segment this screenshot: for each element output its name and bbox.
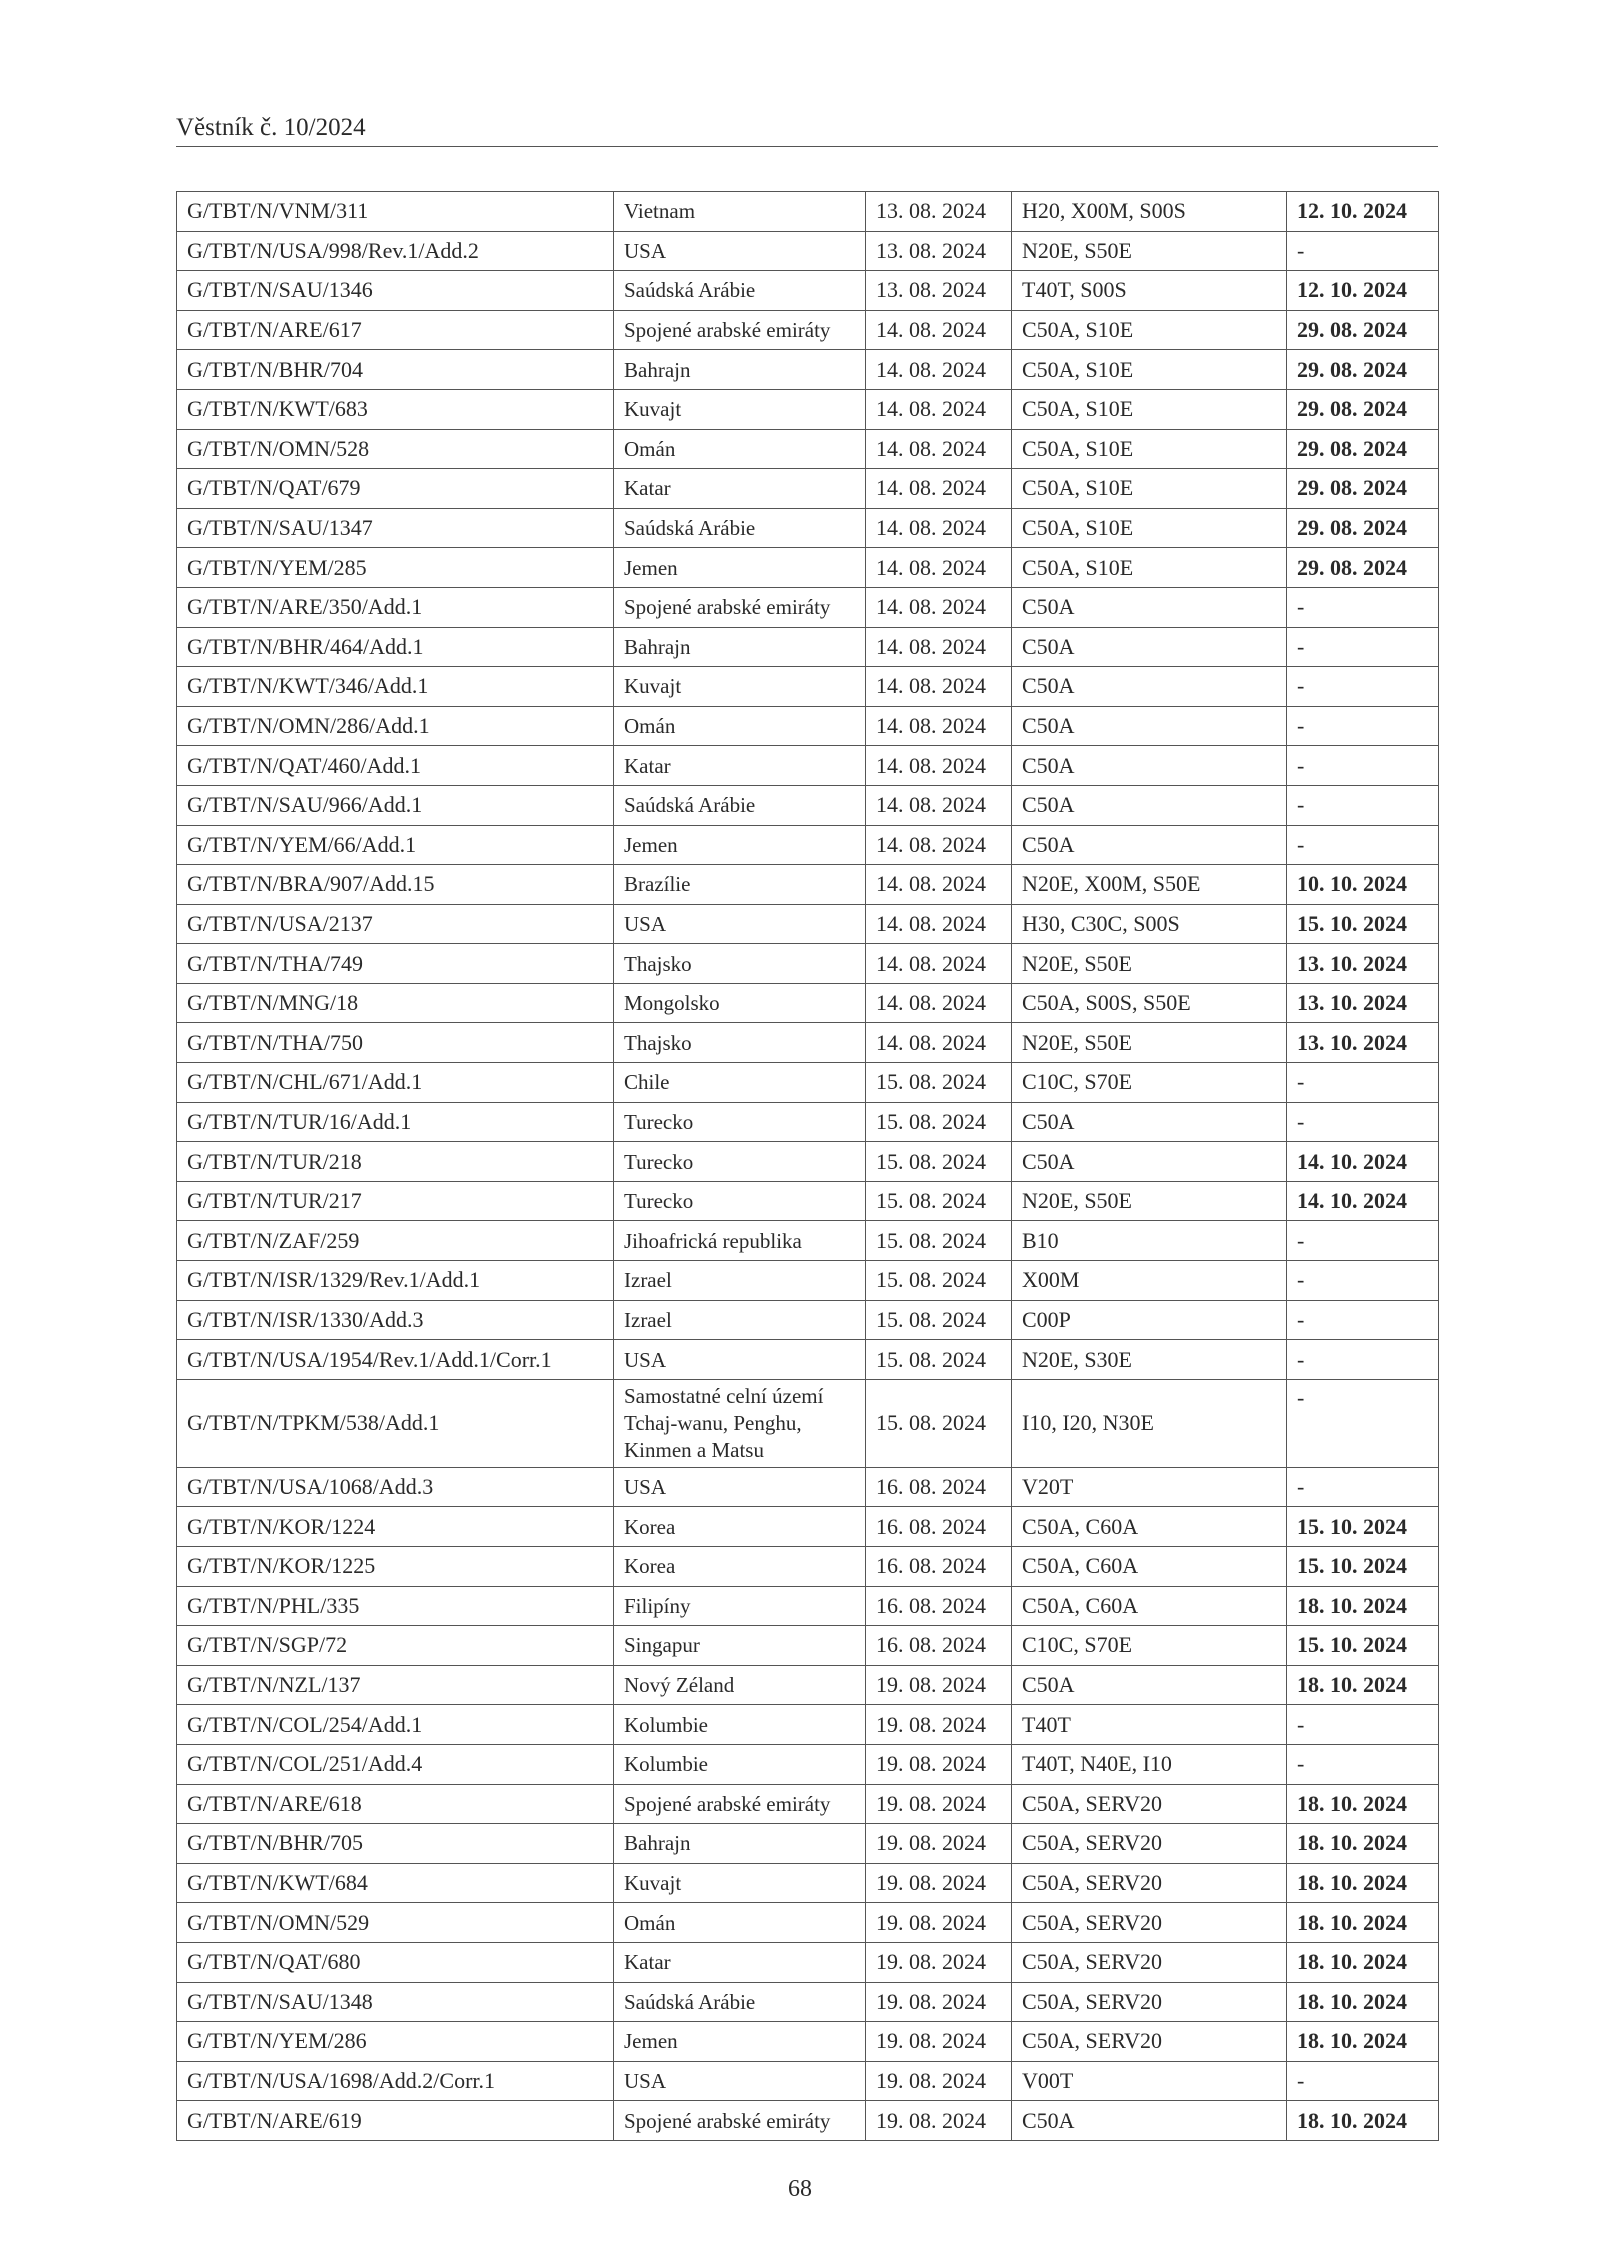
deadline-cell: - <box>1287 1221 1439 1261</box>
date-cell: 14. 08. 2024 <box>866 389 1012 429</box>
notification-symbol-cell: G/TBT/N/USA/1068/Add.3 <box>177 1467 614 1507</box>
date-cell: 14. 08. 2024 <box>866 310 1012 350</box>
deadline-cell: - <box>1287 1340 1439 1380</box>
ics-code-cell: N20E, S50E <box>1012 944 1287 984</box>
notification-symbol-cell: G/TBT/N/ISR/1329/Rev.1/Add.1 <box>177 1261 614 1301</box>
table-row <box>177 271 1439 311</box>
country-cell: Spojené arabské emiráty <box>614 310 866 350</box>
deadline-cell: 13. 10. 2024 <box>1287 983 1439 1023</box>
deadline-cell: - <box>1287 825 1439 865</box>
notification-symbol-cell: G/TBT/N/SGP/72 <box>177 1626 614 1666</box>
date-cell: 15. 08. 2024 <box>866 1063 1012 1103</box>
country-cell: Spojené arabské emiráty <box>614 1784 866 1824</box>
deadline-cell: - <box>1287 1379 1439 1467</box>
deadline-cell: - <box>1287 785 1439 825</box>
country-cell: Saúdská Arábie <box>614 271 866 311</box>
country-cell: USA <box>614 904 866 944</box>
date-cell: 19. 08. 2024 <box>866 2022 1012 2062</box>
notification-symbol-cell: G/TBT/N/OMN/286/Add.1 <box>177 706 614 746</box>
table-row <box>177 587 1439 627</box>
ics-code-cell: N20E, S50E <box>1012 231 1287 271</box>
notification-symbol-cell: G/TBT/N/USA/1698/Add.2/Corr.1 <box>177 2061 614 2101</box>
table-row <box>177 1221 1439 1261</box>
ics-code-cell: C50A <box>1012 706 1287 746</box>
deadline-cell: 18. 10. 2024 <box>1287 1665 1439 1705</box>
table-row <box>177 785 1439 825</box>
deadline-cell: 15. 10. 2024 <box>1287 1507 1439 1547</box>
table-row <box>177 706 1439 746</box>
deadline-cell: 18. 10. 2024 <box>1287 1784 1439 1824</box>
country-cell: Kuvajt <box>614 389 866 429</box>
date-cell: 19. 08. 2024 <box>866 1982 1012 2022</box>
table-row <box>177 192 1439 232</box>
table-row <box>177 983 1439 1023</box>
notification-symbol-cell: G/TBT/N/YEM/66/Add.1 <box>177 825 614 865</box>
date-cell: 16. 08. 2024 <box>866 1586 1012 1626</box>
table-row <box>177 548 1439 588</box>
table-row <box>177 231 1439 271</box>
date-cell: 16. 08. 2024 <box>866 1467 1012 1507</box>
notification-symbol-cell: G/TBT/N/USA/1954/Rev.1/Add.1/Corr.1 <box>177 1340 614 1380</box>
notification-symbol-cell: G/TBT/N/BRA/907/Add.15 <box>177 865 614 905</box>
country-cell: Kolumbie <box>614 1744 866 1784</box>
date-cell: 14. 08. 2024 <box>866 1023 1012 1063</box>
country-cell: Bahrajn <box>614 627 866 667</box>
notification-symbol-cell: G/TBT/N/QAT/680 <box>177 1942 614 1982</box>
deadline-cell: - <box>1287 1705 1439 1745</box>
table-row <box>177 1507 1439 1547</box>
date-cell: 15. 08. 2024 <box>866 1142 1012 1182</box>
table-row <box>177 1665 1439 1705</box>
notification-symbol-cell: G/TBT/N/CHL/671/Add.1 <box>177 1063 614 1103</box>
deadline-cell: 18. 10. 2024 <box>1287 2101 1439 2141</box>
country-cell: Jemen <box>614 2022 866 2062</box>
ics-code-cell: C50A, C60A <box>1012 1586 1287 1626</box>
deadline-cell: 29. 08. 2024 <box>1287 548 1439 588</box>
notification-symbol-cell: G/TBT/N/THA/750 <box>177 1023 614 1063</box>
country-cell: Filipíny <box>614 1586 866 1626</box>
deadline-cell: 29. 08. 2024 <box>1287 508 1439 548</box>
notification-symbol-cell: G/TBT/N/KWT/683 <box>177 389 614 429</box>
table-row <box>177 1142 1439 1182</box>
ics-code-cell: C50A <box>1012 667 1287 707</box>
country-cell: Spojené arabské emiráty <box>614 2101 866 2141</box>
ics-code-cell: C50A <box>1012 1102 1287 1142</box>
country-cell: Omán <box>614 1903 866 1943</box>
journal-title: Věstník č. 10/2024 <box>176 114 366 141</box>
notification-symbol-cell: G/TBT/N/ARE/619 <box>177 2101 614 2141</box>
date-cell: 19. 08. 2024 <box>866 2061 1012 2101</box>
deadline-cell: - <box>1287 1467 1439 1507</box>
notification-symbol-cell: G/TBT/N/ARE/618 <box>177 1784 614 1824</box>
ics-code-cell: X00M <box>1012 1261 1287 1301</box>
table-row <box>177 310 1439 350</box>
table-row <box>177 389 1439 429</box>
country-cell: USA <box>614 231 866 271</box>
ics-code-cell: C50A, SERV20 <box>1012 2022 1287 2062</box>
date-cell: 13. 08. 2024 <box>866 271 1012 311</box>
ics-code-cell: T40T, N40E, I10 <box>1012 1744 1287 1784</box>
notification-symbol-cell: G/TBT/N/ISR/1330/Add.3 <box>177 1300 614 1340</box>
notification-symbol-cell: G/TBT/N/BHR/704 <box>177 350 614 390</box>
country-cell: Kuvajt <box>614 1863 866 1903</box>
ics-code-cell: C50A, S10E <box>1012 429 1287 469</box>
table-row <box>177 904 1439 944</box>
date-cell: 15. 08. 2024 <box>866 1102 1012 1142</box>
notification-symbol-cell: G/TBT/N/COL/254/Add.1 <box>177 1705 614 1745</box>
country-cell: Nový Zéland <box>614 1665 866 1705</box>
table-row <box>177 1467 1439 1507</box>
country-cell: Saúdská Arábie <box>614 1982 866 2022</box>
table-row <box>177 1982 1439 2022</box>
deadline-cell: 29. 08. 2024 <box>1287 350 1439 390</box>
date-cell: 19. 08. 2024 <box>866 1665 1012 1705</box>
deadline-cell: 18. 10. 2024 <box>1287 1824 1439 1864</box>
country-cell: Korea <box>614 1547 866 1587</box>
ics-code-cell: C00P <box>1012 1300 1287 1340</box>
ics-code-cell: C50A, SERV20 <box>1012 1863 1287 1903</box>
notification-symbol-cell: G/TBT/N/THA/749 <box>177 944 614 984</box>
date-cell: 19. 08. 2024 <box>866 1942 1012 1982</box>
table-row <box>177 1586 1439 1626</box>
country-cell: Turecko <box>614 1181 866 1221</box>
date-cell: 14. 08. 2024 <box>866 667 1012 707</box>
notification-symbol-cell: G/TBT/N/KWT/346/Add.1 <box>177 667 614 707</box>
deadline-cell: 13. 10. 2024 <box>1287 1023 1439 1063</box>
date-cell: 13. 08. 2024 <box>866 192 1012 232</box>
deadline-cell: - <box>1287 746 1439 786</box>
deadline-cell: - <box>1287 1102 1439 1142</box>
table-row <box>177 2061 1439 2101</box>
country-cell: Izrael <box>614 1300 866 1340</box>
notification-symbol-cell: G/TBT/N/ZAF/259 <box>177 1221 614 1261</box>
date-cell: 15. 08. 2024 <box>866 1221 1012 1261</box>
date-cell: 13. 08. 2024 <box>866 231 1012 271</box>
deadline-cell: - <box>1287 1744 1439 1784</box>
date-cell: 14. 08. 2024 <box>866 983 1012 1023</box>
table-row <box>177 1340 1439 1380</box>
country-cell: USA <box>614 1467 866 1507</box>
date-cell: 14. 08. 2024 <box>866 904 1012 944</box>
table-row <box>177 1903 1439 1943</box>
country-cell: Bahrajn <box>614 350 866 390</box>
table-row <box>177 1784 1439 1824</box>
country-cell: Jihoafrická republika <box>614 1221 866 1261</box>
date-cell: 14. 08. 2024 <box>866 429 1012 469</box>
ics-code-cell: N20E, X00M, S50E <box>1012 865 1287 905</box>
ics-code-cell: C50A <box>1012 785 1287 825</box>
notification-symbol-cell: G/TBT/N/PHL/335 <box>177 1586 614 1626</box>
notification-symbol-cell: G/TBT/N/VNM/311 <box>177 192 614 232</box>
notification-symbol-cell: G/TBT/N/YEM/285 <box>177 548 614 588</box>
table-row <box>177 1102 1439 1142</box>
table-row <box>177 1063 1439 1103</box>
country-cell: Jemen <box>614 825 866 865</box>
table-row <box>177 1261 1439 1301</box>
date-cell: 19. 08. 2024 <box>866 1744 1012 1784</box>
ics-code-cell: C50A, SERV20 <box>1012 1824 1287 1864</box>
table-row <box>177 1181 1439 1221</box>
country-cell: Turecko <box>614 1142 866 1182</box>
table-row <box>177 746 1439 786</box>
date-cell: 19. 08. 2024 <box>866 1903 1012 1943</box>
deadline-cell: - <box>1287 1300 1439 1340</box>
date-cell: 14. 08. 2024 <box>866 706 1012 746</box>
country-cell: Omán <box>614 429 866 469</box>
table-row <box>177 667 1439 707</box>
ics-code-cell: T40T, S00S <box>1012 271 1287 311</box>
country-cell: Thajsko <box>614 944 866 984</box>
country-cell: Saúdská Arábie <box>614 508 866 548</box>
table-row <box>177 1300 1439 1340</box>
ics-code-cell: C50A <box>1012 746 1287 786</box>
date-cell: 16. 08. 2024 <box>866 1626 1012 1666</box>
country-cell: Samostatné celní území Tchaj-wanu, Penghu, Kinmen a Matsu <box>614 1379 866 1467</box>
page-header <box>176 112 1438 147</box>
deadline-cell: - <box>1287 1063 1439 1103</box>
notification-symbol-cell: G/TBT/N/KWT/684 <box>177 1863 614 1903</box>
deadline-cell: 18. 10. 2024 <box>1287 1586 1439 1626</box>
notification-symbol-cell: G/TBT/N/SAU/1346 <box>177 271 614 311</box>
notification-symbol-cell: G/TBT/N/SAU/1347 <box>177 508 614 548</box>
date-cell: 19. 08. 2024 <box>866 1705 1012 1745</box>
notifications-table-body <box>177 192 1439 2141</box>
table-row <box>177 944 1439 984</box>
deadline-cell: - <box>1287 2061 1439 2101</box>
deadline-cell: 13. 10. 2024 <box>1287 944 1439 984</box>
ics-code-cell: C50A <box>1012 1142 1287 1182</box>
deadline-cell: - <box>1287 627 1439 667</box>
country-cell: Korea <box>614 1507 866 1547</box>
deadline-cell: - <box>1287 667 1439 707</box>
country-cell: Izrael <box>614 1261 866 1301</box>
deadline-cell: 12. 10. 2024 <box>1287 192 1439 232</box>
date-cell: 14. 08. 2024 <box>866 508 1012 548</box>
table-row <box>177 350 1439 390</box>
date-cell: 16. 08. 2024 <box>866 1507 1012 1547</box>
deadline-cell: 18. 10. 2024 <box>1287 1942 1439 1982</box>
date-cell: 16. 08. 2024 <box>866 1547 1012 1587</box>
notifications-table <box>176 191 1439 2141</box>
deadline-cell: 10. 10. 2024 <box>1287 865 1439 905</box>
ics-code-cell: C50A <box>1012 825 1287 865</box>
date-cell: 14. 08. 2024 <box>866 587 1012 627</box>
ics-code-cell: C50A <box>1012 587 1287 627</box>
notification-symbol-cell: G/TBT/N/TUR/16/Add.1 <box>177 1102 614 1142</box>
notification-symbol-cell: G/TBT/N/QAT/679 <box>177 469 614 509</box>
ics-code-cell: C50A, S10E <box>1012 548 1287 588</box>
notification-symbol-cell: G/TBT/N/KOR/1224 <box>177 1507 614 1547</box>
deadline-cell: 14. 10. 2024 <box>1287 1142 1439 1182</box>
notification-symbol-cell: G/TBT/N/SAU/1348 <box>177 1982 614 2022</box>
table-row <box>177 1023 1439 1063</box>
date-cell: 15. 08. 2024 <box>866 1261 1012 1301</box>
date-cell: 14. 08. 2024 <box>866 865 1012 905</box>
deadline-cell: 29. 08. 2024 <box>1287 389 1439 429</box>
page-number: 68 <box>788 2176 812 2202</box>
ics-code-cell: V00T <box>1012 2061 1287 2101</box>
notification-symbol-cell: G/TBT/N/USA/998/Rev.1/Add.2 <box>177 231 614 271</box>
country-cell: Kolumbie <box>614 1705 866 1745</box>
table-row <box>177 825 1439 865</box>
ics-code-cell: C50A, SERV20 <box>1012 1942 1287 1982</box>
date-cell: 19. 08. 2024 <box>866 1784 1012 1824</box>
ics-code-cell: T40T <box>1012 1705 1287 1745</box>
deadline-cell: - <box>1287 587 1439 627</box>
country-cell: Katar <box>614 1942 866 1982</box>
date-cell: 15. 08. 2024 <box>866 1300 1012 1340</box>
ics-code-cell: C50A, S10E <box>1012 469 1287 509</box>
ics-code-cell: C50A, S00S, S50E <box>1012 983 1287 1023</box>
country-cell: Katar <box>614 746 866 786</box>
notification-symbol-cell: G/TBT/N/BHR/464/Add.1 <box>177 627 614 667</box>
ics-code-cell: C10C, S70E <box>1012 1063 1287 1103</box>
country-cell: Brazílie <box>614 865 866 905</box>
country-cell: Jemen <box>614 548 866 588</box>
country-cell: Mongolsko <box>614 983 866 1023</box>
date-cell: 15. 08. 2024 <box>866 1340 1012 1380</box>
country-cell: USA <box>614 2061 866 2101</box>
table-row <box>177 429 1439 469</box>
notification-symbol-cell: G/TBT/N/BHR/705 <box>177 1824 614 1864</box>
ics-code-cell: C50A, C60A <box>1012 1507 1287 1547</box>
date-cell: 14. 08. 2024 <box>866 746 1012 786</box>
country-cell: Spojené arabské emiráty <box>614 587 866 627</box>
table-row <box>177 508 1439 548</box>
country-cell: Turecko <box>614 1102 866 1142</box>
table-row <box>177 1863 1439 1903</box>
deadline-cell: 18. 10. 2024 <box>1287 1903 1439 1943</box>
deadline-cell: 14. 10. 2024 <box>1287 1181 1439 1221</box>
ics-code-cell: N20E, S50E <box>1012 1023 1287 1063</box>
date-cell: 19. 08. 2024 <box>866 1824 1012 1864</box>
table-row <box>177 865 1439 905</box>
ics-code-cell: C50A <box>1012 627 1287 667</box>
ics-code-cell: I10, I20, N30E <box>1012 1379 1287 1467</box>
date-cell: 19. 08. 2024 <box>866 2101 1012 2141</box>
table-row <box>177 1942 1439 1982</box>
notification-symbol-cell: G/TBT/N/KOR/1225 <box>177 1547 614 1587</box>
date-cell: 14. 08. 2024 <box>866 944 1012 984</box>
notification-symbol-cell: G/TBT/N/OMN/528 <box>177 429 614 469</box>
deadline-cell: 15. 10. 2024 <box>1287 1547 1439 1587</box>
table-row <box>177 2101 1439 2141</box>
date-cell: 14. 08. 2024 <box>866 350 1012 390</box>
country-cell: Singapur <box>614 1626 866 1666</box>
table-row <box>177 1744 1439 1784</box>
ics-code-cell: C50A, SERV20 <box>1012 1903 1287 1943</box>
deadline-cell: 12. 10. 2024 <box>1287 271 1439 311</box>
table-row <box>177 1547 1439 1587</box>
notification-symbol-cell: G/TBT/N/QAT/460/Add.1 <box>177 746 614 786</box>
date-cell: 14. 08. 2024 <box>866 469 1012 509</box>
ics-code-cell: N20E, S30E <box>1012 1340 1287 1380</box>
notification-symbol-cell: G/TBT/N/TPKM/538/Add.1 <box>177 1379 614 1467</box>
date-cell: 15. 08. 2024 <box>866 1379 1012 1467</box>
date-cell: 14. 08. 2024 <box>866 548 1012 588</box>
table-row <box>177 627 1439 667</box>
country-cell: USA <box>614 1340 866 1380</box>
deadline-cell: - <box>1287 706 1439 746</box>
country-cell: Saúdská Arábie <box>614 785 866 825</box>
ics-code-cell: C50A <box>1012 2101 1287 2141</box>
country-cell: Katar <box>614 469 866 509</box>
date-cell: 14. 08. 2024 <box>866 785 1012 825</box>
notification-symbol-cell: G/TBT/N/MNG/18 <box>177 983 614 1023</box>
country-cell: Kuvajt <box>614 667 866 707</box>
deadline-cell: 18. 10. 2024 <box>1287 2022 1439 2062</box>
date-cell: 19. 08. 2024 <box>866 1863 1012 1903</box>
deadline-cell: 18. 10. 2024 <box>1287 1982 1439 2022</box>
date-cell: 14. 08. 2024 <box>866 627 1012 667</box>
ics-code-cell: V20T <box>1012 1467 1287 1507</box>
country-cell: Vietnam <box>614 192 866 232</box>
deadline-cell: 18. 10. 2024 <box>1287 1863 1439 1903</box>
date-cell: 14. 08. 2024 <box>866 825 1012 865</box>
notification-symbol-cell: G/TBT/N/OMN/529 <box>177 1903 614 1943</box>
ics-code-cell: C10C, S70E <box>1012 1626 1287 1666</box>
table-row <box>177 1705 1439 1745</box>
ics-code-cell: C50A, SERV20 <box>1012 1784 1287 1824</box>
ics-code-cell: C50A, S10E <box>1012 350 1287 390</box>
ics-code-cell: C50A <box>1012 1665 1287 1705</box>
ics-code-cell: C50A, S10E <box>1012 310 1287 350</box>
deadline-cell: 29. 08. 2024 <box>1287 429 1439 469</box>
notification-symbol-cell: G/TBT/N/TUR/218 <box>177 1142 614 1182</box>
country-cell: Chile <box>614 1063 866 1103</box>
ics-code-cell: C50A, SERV20 <box>1012 1982 1287 2022</box>
ics-code-cell: N20E, S50E <box>1012 1181 1287 1221</box>
deadline-cell: 29. 08. 2024 <box>1287 469 1439 509</box>
notification-symbol-cell: G/TBT/N/NZL/137 <box>177 1665 614 1705</box>
deadline-cell: - <box>1287 1261 1439 1301</box>
table-row <box>177 1824 1439 1864</box>
notification-symbol-cell: G/TBT/N/COL/251/Add.4 <box>177 1744 614 1784</box>
date-cell: 15. 08. 2024 <box>866 1181 1012 1221</box>
table-row <box>177 1626 1439 1666</box>
notification-symbol-cell: G/TBT/N/USA/2137 <box>177 904 614 944</box>
notification-symbol-cell: G/TBT/N/ARE/350/Add.1 <box>177 587 614 627</box>
notification-symbol-cell: G/TBT/N/YEM/286 <box>177 2022 614 2062</box>
table-row <box>177 1379 1439 1467</box>
table-row <box>177 469 1439 509</box>
deadline-cell: 29. 08. 2024 <box>1287 310 1439 350</box>
notification-symbol-cell: G/TBT/N/ARE/617 <box>177 310 614 350</box>
deadline-cell: 15. 10. 2024 <box>1287 904 1439 944</box>
ics-code-cell: H30, C30C, S00S <box>1012 904 1287 944</box>
ics-code-cell: C50A, S10E <box>1012 508 1287 548</box>
deadline-cell: 15. 10. 2024 <box>1287 1626 1439 1666</box>
table-row <box>177 2022 1439 2062</box>
ics-code-cell: B10 <box>1012 1221 1287 1261</box>
ics-code-cell: C50A, C60A <box>1012 1547 1287 1587</box>
notification-symbol-cell: G/TBT/N/SAU/966/Add.1 <box>177 785 614 825</box>
ics-code-cell: C50A, S10E <box>1012 389 1287 429</box>
notification-symbol-cell: G/TBT/N/TUR/217 <box>177 1181 614 1221</box>
ics-code-cell: H20, X00M, S00S <box>1012 192 1287 232</box>
country-cell: Bahrajn <box>614 1824 866 1864</box>
country-cell: Thajsko <box>614 1023 866 1063</box>
deadline-cell: - <box>1287 231 1439 271</box>
country-cell: Omán <box>614 706 866 746</box>
